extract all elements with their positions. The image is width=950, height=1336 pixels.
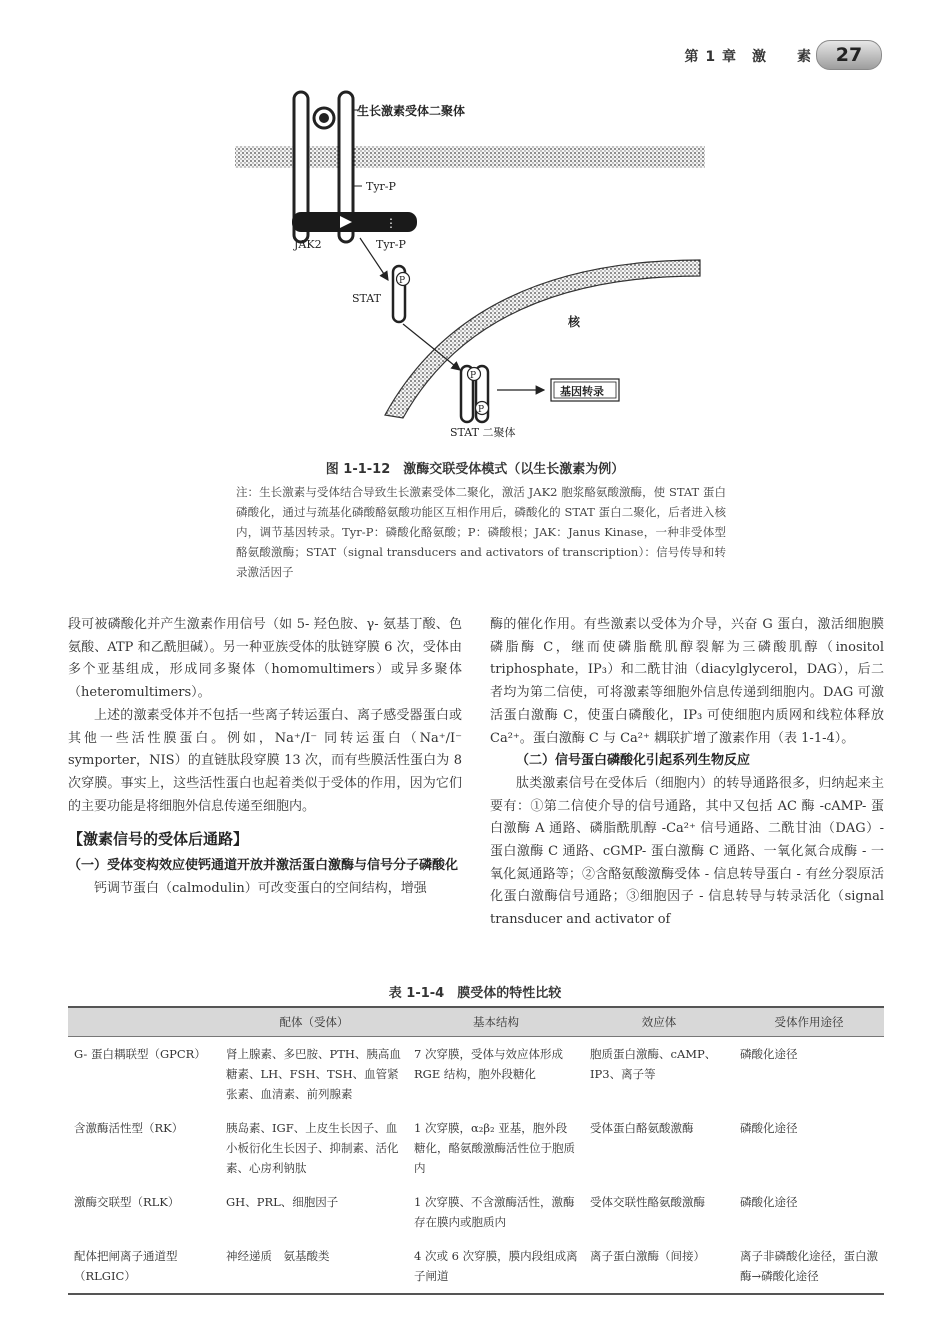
table-cell: 1 次穿膜、不含激酶活性，激酶存在膜内或胞质内 bbox=[414, 1195, 575, 1229]
chapter-title: 第 1 章 激 素 bbox=[684, 49, 812, 65]
stat-label: STAT bbox=[352, 292, 381, 305]
table-cell: 配体把闸离子通道型（RLGIC） bbox=[68, 1239, 220, 1294]
stat-dimer-label: STAT 二聚体 bbox=[450, 426, 516, 439]
table-cell: 离子非磷酸化途径，蛋白激酶→磷酸化途径 bbox=[734, 1239, 884, 1294]
figure-caption: 图 1-1-12 激酶交联受体模式（以生长激素为例） bbox=[325, 462, 625, 477]
table-cell: 磷酸化途径 bbox=[740, 1195, 798, 1209]
table-header: 基本结构 bbox=[408, 1007, 584, 1037]
left-column bbox=[68, 614, 462, 900]
table-cell: 磷酸化途径 bbox=[740, 1121, 798, 1135]
nucleus-label: 核 bbox=[568, 315, 581, 329]
growth-hormone-ligand-core bbox=[319, 113, 329, 123]
left-paragraph-3: 钙调节蛋白（calmodulin）可改变蛋白的空间结构，增强 bbox=[94, 880, 427, 896]
table-cell: 4 次或 6 次穿膜，膜内段组成离子闸道 bbox=[408, 1239, 584, 1294]
right-paragraph-2: 肽类激素信号在受体后（细胞内）的转导通路很多，归纳起来主要有：①第二信使介导的信号通路，其中又包括 AC 酶 -cAMP- 蛋白激酶 A 通路、磷脂酰肌醇 -Ca²⁺ 信号通路、二酰甘油（DAG）- 蛋白激酶 C 通路、cGMP- 蛋白激酶 C 通路、一氧化氮合成酶 - 一氧化氮通路等；②含酪氨酸激酶受体 - 信息转导蛋白 - 有丝分裂原活化蛋白激酶信号通路；③细胞因子 - 信息转导与转录活化（signal transducer and activator of bbox=[490, 775, 884, 928]
table-caption: 表 1-1-4 膜受体的特性比较 bbox=[388, 986, 562, 1001]
jak2-dots: ⋮ bbox=[385, 216, 397, 230]
left-paragraph-2: 上述的激素受体并不包括一些离子转运蛋白、离子感受器蛋白或其他一些活性膜蛋白。例如，Na⁺/I⁻ 同转运蛋白（Na⁺/I⁻ symporter，NIS）的直链肽段穿膜 13 次，而有些膜活性蛋白为 8 次穿膜。事实上，这些活性蛋白也起着类似于受体的作用，因为它们的主要功能是将细胞外信息传递至细胞内。 bbox=[68, 707, 462, 814]
receptor-dimer-label: 生长激素受体二聚体 bbox=[357, 104, 466, 118]
table-cell: 离子蛋白激酶（间接） bbox=[584, 1239, 734, 1294]
stat-dimer-phosphate-top-label: P bbox=[470, 371, 477, 381]
gene-transcription-label: 基因转录 bbox=[560, 385, 604, 398]
table-cell: 肾上腺素、多巴胺、PTH、胰高血糖素、LH、FSH、TSH、血管紧张素、血清素、前列腺素 bbox=[226, 1047, 401, 1101]
tyr-p-upper-label: Tyr-P bbox=[366, 180, 396, 193]
table-row bbox=[68, 1239, 884, 1294]
table-cell: 磷酸化途径 bbox=[740, 1047, 798, 1061]
page-number: 27 bbox=[816, 40, 882, 70]
table-cell: 含激酶活性型（RK） bbox=[74, 1121, 184, 1135]
right-column bbox=[490, 614, 884, 932]
table-cell: 受体交联性酪氨酸激酶 bbox=[590, 1195, 705, 1209]
table-cell: 1 次穿膜，α₂β₂ 亚基，胞外段糖化，酪氨酸激酶活性位于胞质内 bbox=[414, 1121, 575, 1175]
table-header-row bbox=[68, 1007, 884, 1037]
jak2-label: JAK2 bbox=[294, 238, 322, 251]
right-paragraph-1: 酶的催化作用。有些激素以受体为介导，兴奋 G 蛋白，激活细胞膜磷脂酶 C，继而使磷脂酰肌醇裂解为三磷酸肌醇（inositol triphosphate，IP₃）和二酰甘油（diacylglycerol，DAG），后二者均为第二信使，可将激素等细胞外信息传递到细胞内。DAG 可激活蛋白激酶 C，使蛋白磷酸化，IP₃ 可使细胞内质网和线粒体释放 Ca²⁺。蛋白激酶 C 与 Ca²⁺ 耦联扩增了激素作用（表 1-1-4）。 bbox=[490, 617, 884, 746]
nuclear-envelope bbox=[385, 260, 700, 418]
subsection-title-2: （二）信号蛋白磷酸化引起系列生物反应 bbox=[516, 753, 751, 769]
table-row bbox=[68, 1111, 884, 1185]
page-header bbox=[0, 38, 950, 74]
table-header: 配体（受体） bbox=[220, 1007, 408, 1037]
table-cell: 激酶交联型（RLK） bbox=[74, 1195, 180, 1209]
table-cell: 受体蛋白酪氨酸激酶 bbox=[590, 1121, 694, 1135]
left-paragraph-1: 段可被磷酸化并产生激素作用信号（如 5- 羟色胺、γ- 氨基丁酸、色氨酸、ATP 和乙酰胆碱）。另一种亚族受体的肽链穿膜 6 次，受体由多个亚基组成，形成同多聚体（homomultimers）或异多聚体（heteromultimers）。 bbox=[68, 617, 462, 701]
figure-note: 注：生长激素与受体结合导致生长激素受体二聚化，激活 JAK2 胞浆酪氨酸激酶，使 STAT 蛋白磷酸化，通过与巯基化磷酸酪氨酸功能区互相作用后，磷酸化的 STAT 蛋白二聚化，后者进入核内，调节基因转录。Tyr-P：磷酸化酪氨酸；P：磷酸根；JAK：Janus Kinase，一种非受体型酪氨酸激酶；STAT（signal transducers and activators of transcription）：信号传导和转录激活因子 bbox=[236, 485, 726, 579]
jak-stat-diagram bbox=[210, 80, 730, 452]
table-cell: 胰岛素、IGF、上皮生长因子、血小板衍化生长因子、抑制素、活化素、心房利钠肽 bbox=[226, 1121, 399, 1175]
table-cell: 神经递质 氨基酸类 bbox=[220, 1239, 408, 1294]
table-header bbox=[68, 1007, 220, 1037]
tyr-p-lower-label: Tyr-P bbox=[376, 238, 406, 251]
table-cell: GH、PRL、细胞因子 bbox=[226, 1195, 339, 1209]
table-cell: G- 蛋白耦联型（GPCR） bbox=[74, 1047, 206, 1061]
jak2-kinase-bar bbox=[292, 212, 417, 232]
stat-phosphate-label: P bbox=[399, 276, 406, 286]
subsection-title-1: （一）受体变构效应使钙通道开放并激活蛋白激酶与信号分子磷酸化 bbox=[68, 858, 459, 874]
table-cell: 7 次穿膜，受体与效应体形成 RGE 结构，胞外段糖化 bbox=[414, 1047, 563, 1081]
table-header: 受体作用途径 bbox=[734, 1007, 884, 1037]
table-row bbox=[68, 1185, 884, 1239]
table-header: 效应体 bbox=[584, 1007, 734, 1037]
receptor-comparison-table bbox=[68, 1006, 884, 1295]
table-row bbox=[68, 1037, 884, 1112]
section-title: 【激素信号的受体后通路】 bbox=[68, 830, 249, 849]
table-cell: 胞质蛋白激酶、cAMP、IP3、离子等 bbox=[590, 1047, 717, 1081]
stat-dimer-phosphate-bottom-label: P bbox=[478, 405, 485, 415]
